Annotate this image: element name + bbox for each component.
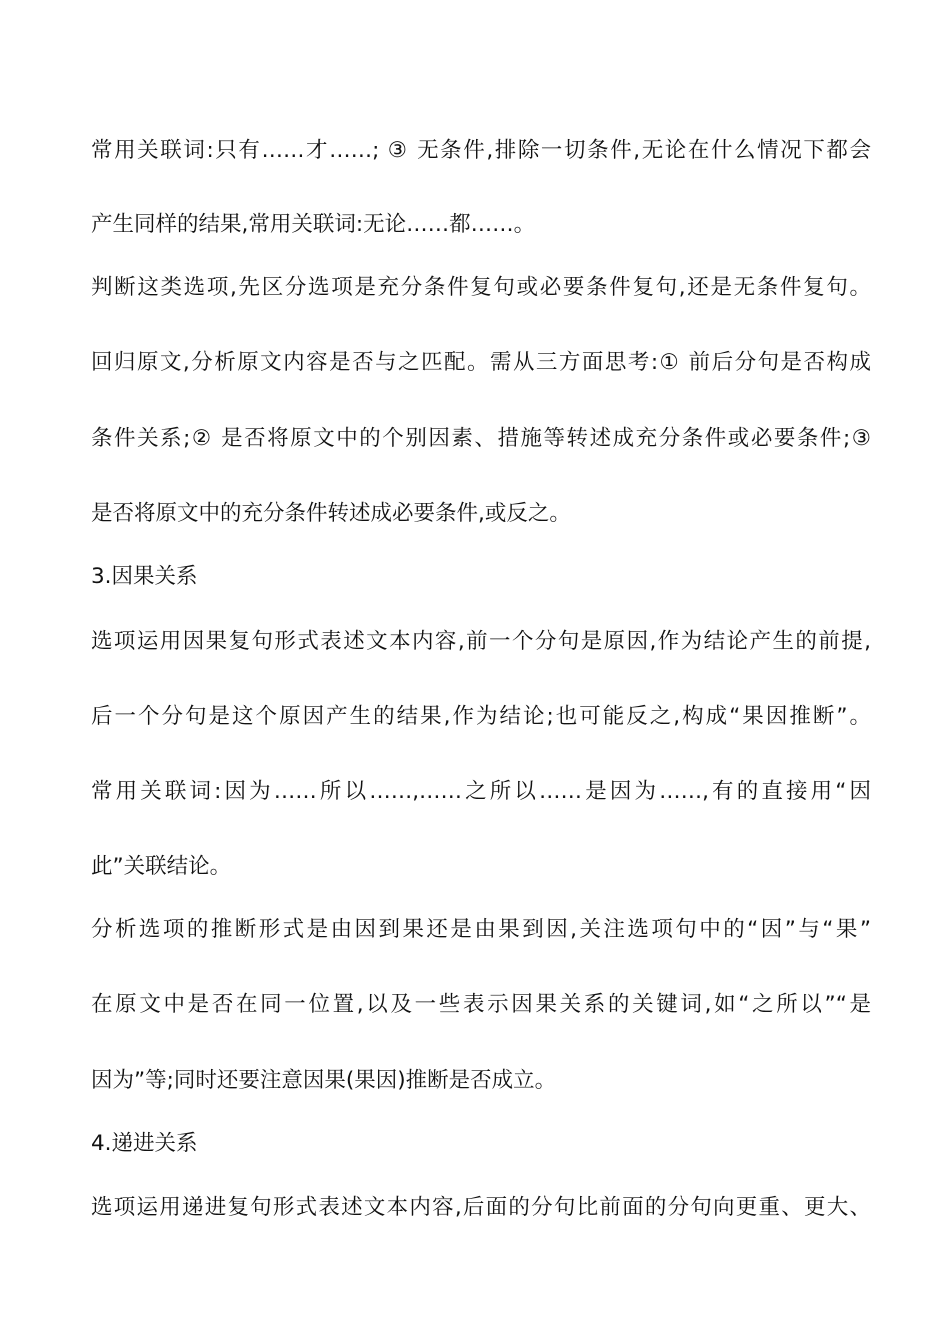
text-line-13: 在原文中是否在同一位置,以及一些表示因果关系的关键词,如“之所以”“是: [91, 992, 871, 1017]
text-line-16: 选项运用递进复句形式表述文本内容,后面的分句比前面的分句向更重、更大、: [91, 1195, 871, 1220]
text-line-5: 条件关系;② 是否将原文中的个别因素、措施等转述成充分条件或必要条件;③: [91, 426, 871, 451]
text-line-6: 是否将原文中的充分条件转述成必要条件,或反之。: [91, 501, 571, 526]
text-line-11: 此”关联结论。: [91, 854, 232, 879]
text-line-9: 后一个分句是这个原因产生的结果,作为结论;也可能反之,构成“果因推断”。: [91, 704, 871, 729]
text-line-10: 常用关联词:因为……所以……,……之所以……是因为……,有的直接用“因: [91, 779, 871, 804]
section-heading-causal: 3.因果关系: [91, 564, 198, 589]
text-line-14: 因为”等;同时还要注意因果(果因)推断是否成立。: [91, 1068, 557, 1093]
text-line-3: 判断这类选项,先区分选项是充分条件复句或必要条件复句,还是无条件复句。: [91, 275, 871, 300]
text-line-8: 选项运用因果复句形式表述文本内容,前一个分句是原因,作为结论产生的前提,: [91, 629, 871, 654]
text-line-1: 常用关联词:只有……才……; ③ 无条件,排除一切条件,无论在什么情况下都会: [91, 138, 871, 163]
text-line-12: 分析选项的推断形式是由因到果还是由果到因,关注选项句中的“因”与“果”: [91, 917, 871, 942]
text-line-4: 回归原文,分析原文内容是否与之匹配。需从三方面思考:① 前后分句是否构成: [91, 350, 871, 375]
section-heading-progressive: 4.递进关系: [91, 1131, 198, 1156]
text-line-2: 产生同样的结果,常用关联词:无论……都……。: [91, 212, 536, 237]
